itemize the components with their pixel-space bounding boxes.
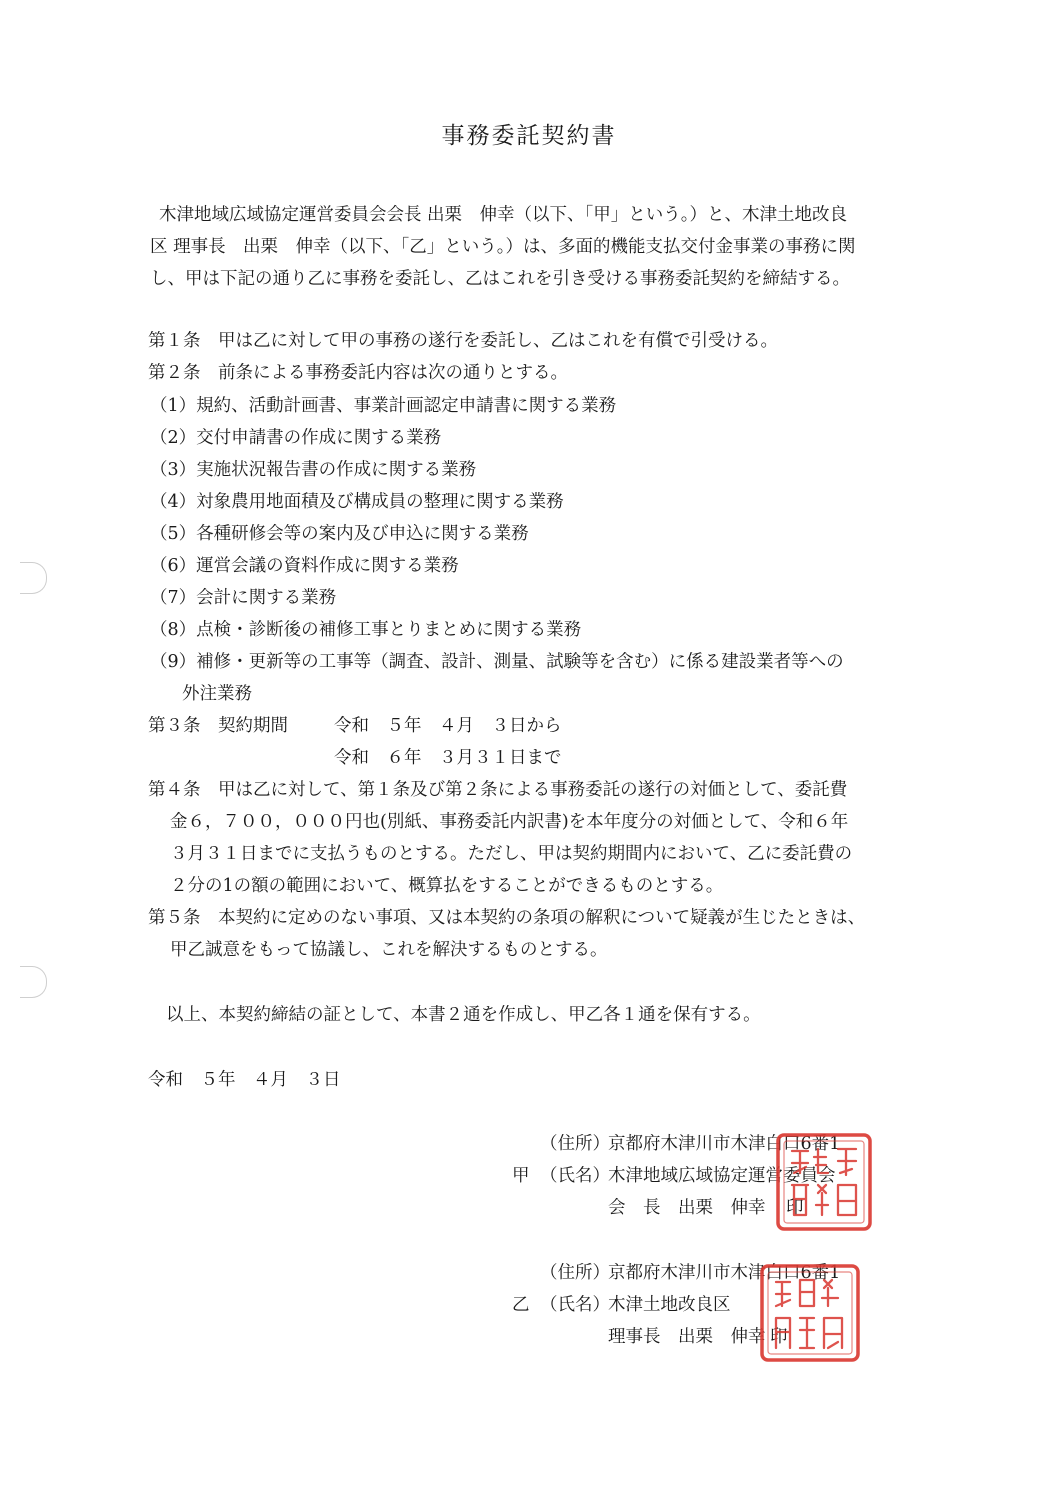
- punch-hole-lower: [20, 966, 47, 998]
- list-item-9-continued: 外注業務: [182, 684, 252, 704]
- party-a-name-label: （氏名）: [540, 1166, 610, 1186]
- party-b-name-label: （氏名）: [540, 1295, 610, 1315]
- article-2: 第２条 前条による事務委託内容は次の通りとする。: [148, 363, 568, 383]
- party-b-address-label: （住所）: [540, 1263, 610, 1283]
- list-item: （6）運営会議の資料作成に関する業務: [150, 556, 459, 576]
- intro-line-3: し、甲は下記の通り乙に事務を委託し、乙はこれを引き受ける事務委託契約を締結する。: [150, 269, 850, 289]
- party-a-org: 木津地域広域協定運営委員会: [608, 1166, 836, 1186]
- document-title: 事務委託契約書: [441, 123, 617, 149]
- list-item: （4）対象農用地面積及び構成員の整理に関する業務: [150, 492, 564, 512]
- list-item: （2）交付申請書の作成に関する業務: [150, 428, 442, 448]
- list-item: （8）点検・診断後の補修工事とりまとめに関する業務: [150, 620, 582, 640]
- article-5-line-2: 甲乙誠意をもって協議し、これを解決するものとする。: [170, 940, 608, 960]
- party-b-address: 京都府木津川市木津白口6番1: [608, 1263, 841, 1283]
- party-a-seal-mark: 印: [786, 1198, 804, 1218]
- list-item: （3）実施状況報告書の作成に関する業務: [150, 460, 477, 480]
- party-a-address-label: （住所）: [540, 1134, 610, 1154]
- party-a-address: 京都府木津川市木津白口6番1: [608, 1134, 841, 1154]
- article-1: 第１条 甲は乙に対して甲の事務の遂行を委託し、乙はこれを有償で引受ける。: [148, 331, 778, 351]
- list-item: （1）規約、活動計画書、事業計画認定申請書に関する業務: [150, 396, 617, 416]
- punch-hole-upper: [20, 562, 47, 594]
- article-3-label: 第３条 契約期間: [148, 716, 288, 736]
- article-4-line-4: ２分の1の額の範囲において、概算払をすることができるものとする。: [170, 876, 724, 896]
- party-b-seal-mark: 印: [770, 1327, 788, 1347]
- intro-line-2: 区 理事長 出栗 伸幸（以下、「乙」という。）は、多面的機能支払交付金事業の事務に関: [150, 237, 856, 257]
- intro-line-1: 木津地域広域協定運営委員会会長 出栗 伸幸（以下、「甲」という。）と、木津土地改良: [159, 205, 848, 225]
- article-3-to: 令和 ６年 ３月３１日まで: [334, 748, 562, 768]
- list-item: （5）各種研修会等の案内及び申込に関する業務: [150, 524, 529, 544]
- party-a-mark: 甲: [512, 1166, 530, 1186]
- party-b-seal-stamp: [758, 1262, 862, 1364]
- party-b-mark: 乙: [512, 1295, 530, 1315]
- list-item: （9）補修・更新等の工事等（調査、設計、測量、試験等を含む）に係る建設業者等への: [150, 652, 844, 672]
- article-4-line-3: ３月３１日までに支払うものとする。ただし、甲は契約期間内において、乙に委託費の: [170, 844, 853, 864]
- closing-statement: 以上、本契約締結の証として、本書２通を作成し、甲乙各１通を保有する。: [166, 1005, 761, 1025]
- contract-date: 令和 ５年 ４月 ３日: [148, 1070, 341, 1090]
- party-a-rep: 会 長 出栗 伸幸: [608, 1198, 766, 1218]
- party-a-seal-stamp: [774, 1131, 874, 1233]
- article-5-line-1: 第５条 本契約に定めのない事項、又は本契約の条項の解釈について疑義が生じたときは、: [148, 908, 866, 928]
- list-item: （7）会計に関する業務: [150, 588, 337, 608]
- article-4-line-1: 第４条 甲は乙に対して、第１条及び第２条による事務委託の遂行の対価として、委託費: [148, 780, 848, 800]
- article-4-line-2: 金６，７００，０００円也(別紙、事務委託内訳書)を本年度分の対価として、令和６年: [170, 812, 849, 832]
- party-b-rep: 理事長 出栗 伸幸: [608, 1327, 766, 1347]
- party-b-org: 木津土地改良区: [608, 1295, 731, 1315]
- article-3-from: 令和 ５年 ４月 ３日から: [334, 716, 562, 736]
